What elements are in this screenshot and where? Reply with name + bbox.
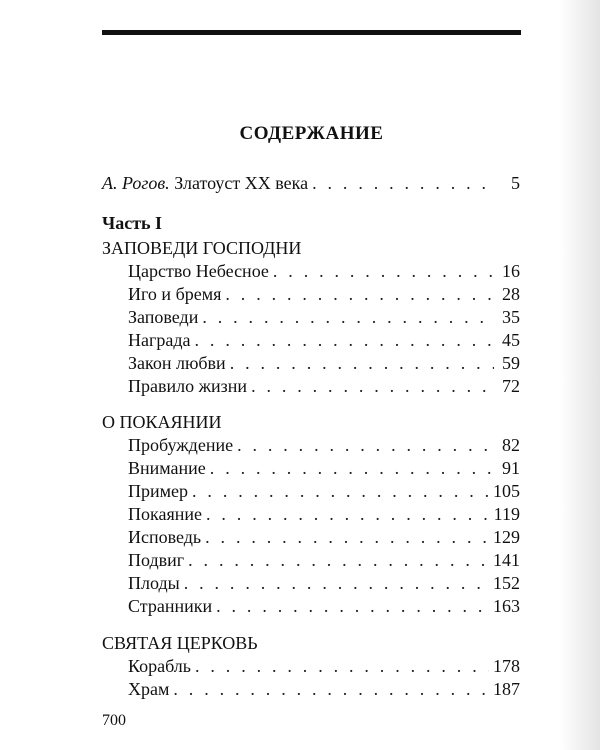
dot-leader (230, 351, 494, 375)
entry-page: 129 (493, 527, 520, 547)
entry-title: Внимание (128, 458, 206, 478)
entry-page: 105 (493, 481, 520, 501)
entry-title: Награда (128, 330, 191, 350)
top-rule (102, 30, 521, 35)
page-number: 700 (102, 712, 126, 729)
entry-page: 163 (493, 596, 520, 616)
section-heading: О ПОКАЯНИИ (102, 412, 222, 432)
toc-entry[interactable] (128, 525, 520, 549)
entry-title: Пробуждение (128, 435, 234, 455)
intro-title: Златоуст XX века (174, 173, 309, 193)
dot-leader (202, 305, 494, 329)
toc-entry[interactable] (128, 594, 520, 618)
toc-entry[interactable] (128, 351, 520, 375)
entry-title: Странники (128, 596, 213, 616)
entry-page: 119 (493, 504, 520, 524)
toc-entry[interactable] (128, 433, 520, 457)
section-heading: СВЯТАЯ ЦЕРКОВЬ (102, 633, 258, 653)
entry-page: 152 (493, 573, 520, 593)
dot-leader (312, 171, 494, 195)
dot-leader (251, 374, 494, 398)
entry-page: 45 (502, 330, 520, 350)
section-heading: ЗАПОВЕДИ ГОСПОДНИ (102, 238, 302, 258)
entry-title: Храм (128, 679, 170, 699)
dot-leader (195, 654, 489, 678)
entry-page: 178 (493, 656, 520, 676)
entry-page: 16 (502, 261, 520, 281)
dot-leader (225, 282, 494, 306)
entry-title: Пример (128, 481, 189, 501)
dot-leader (184, 571, 489, 595)
intro-page: 5 (511, 173, 520, 193)
dot-leader (210, 456, 494, 480)
part-heading: Часть I (102, 213, 163, 233)
entry-page: 187 (493, 679, 520, 699)
entry-page: 72 (502, 376, 520, 396)
page-edge-shadow (560, 0, 600, 750)
dot-leader (192, 479, 489, 503)
toc-entry[interactable] (128, 548, 520, 572)
toc-entry-intro[interactable] (102, 171, 520, 195)
toc-entry[interactable] (128, 502, 520, 526)
toc-entry[interactable] (128, 479, 520, 503)
entry-page: 141 (493, 550, 520, 570)
entry-title: Корабль (128, 656, 191, 676)
toc-entry[interactable] (128, 328, 520, 352)
toc-entry[interactable] (128, 282, 520, 306)
entry-title: Покаяние (128, 504, 202, 524)
entry-title: Правило жизни (128, 376, 248, 396)
entry-page: 82 (502, 435, 520, 455)
toc-entry[interactable] (128, 374, 520, 398)
entry-title: Исповедь (128, 527, 202, 547)
toc-entry[interactable] (128, 654, 520, 678)
entry-page: 28 (502, 284, 520, 304)
entry-page: 91 (502, 458, 520, 478)
entry-title: Плоды (128, 573, 180, 593)
entry-title: Иго и бремя (128, 284, 222, 304)
entry-page: 59 (502, 353, 520, 373)
toc-entry[interactable] (128, 259, 520, 283)
dot-leader (206, 502, 490, 526)
toc-entry[interactable] (128, 677, 520, 701)
dot-leader (188, 548, 489, 572)
dot-leader (205, 525, 489, 549)
intro-author: А. Рогов. (102, 173, 170, 193)
toc-entry[interactable] (128, 571, 520, 595)
dot-leader (173, 677, 489, 701)
entry-title: Царство Небесное (128, 261, 269, 281)
dot-leader (237, 433, 494, 457)
toc-entry[interactable] (128, 305, 520, 329)
toc-title: СОДЕРЖАНИЕ (239, 123, 384, 144)
entry-title: Заповеди (128, 307, 199, 327)
entry-title: Закон любви (128, 353, 226, 373)
dot-leader (216, 594, 489, 618)
dot-leader (195, 328, 494, 352)
entry-title: Подвиг (128, 550, 185, 570)
entry-page: 35 (502, 307, 520, 327)
dot-leader (273, 259, 494, 283)
toc-entry[interactable] (128, 456, 520, 480)
